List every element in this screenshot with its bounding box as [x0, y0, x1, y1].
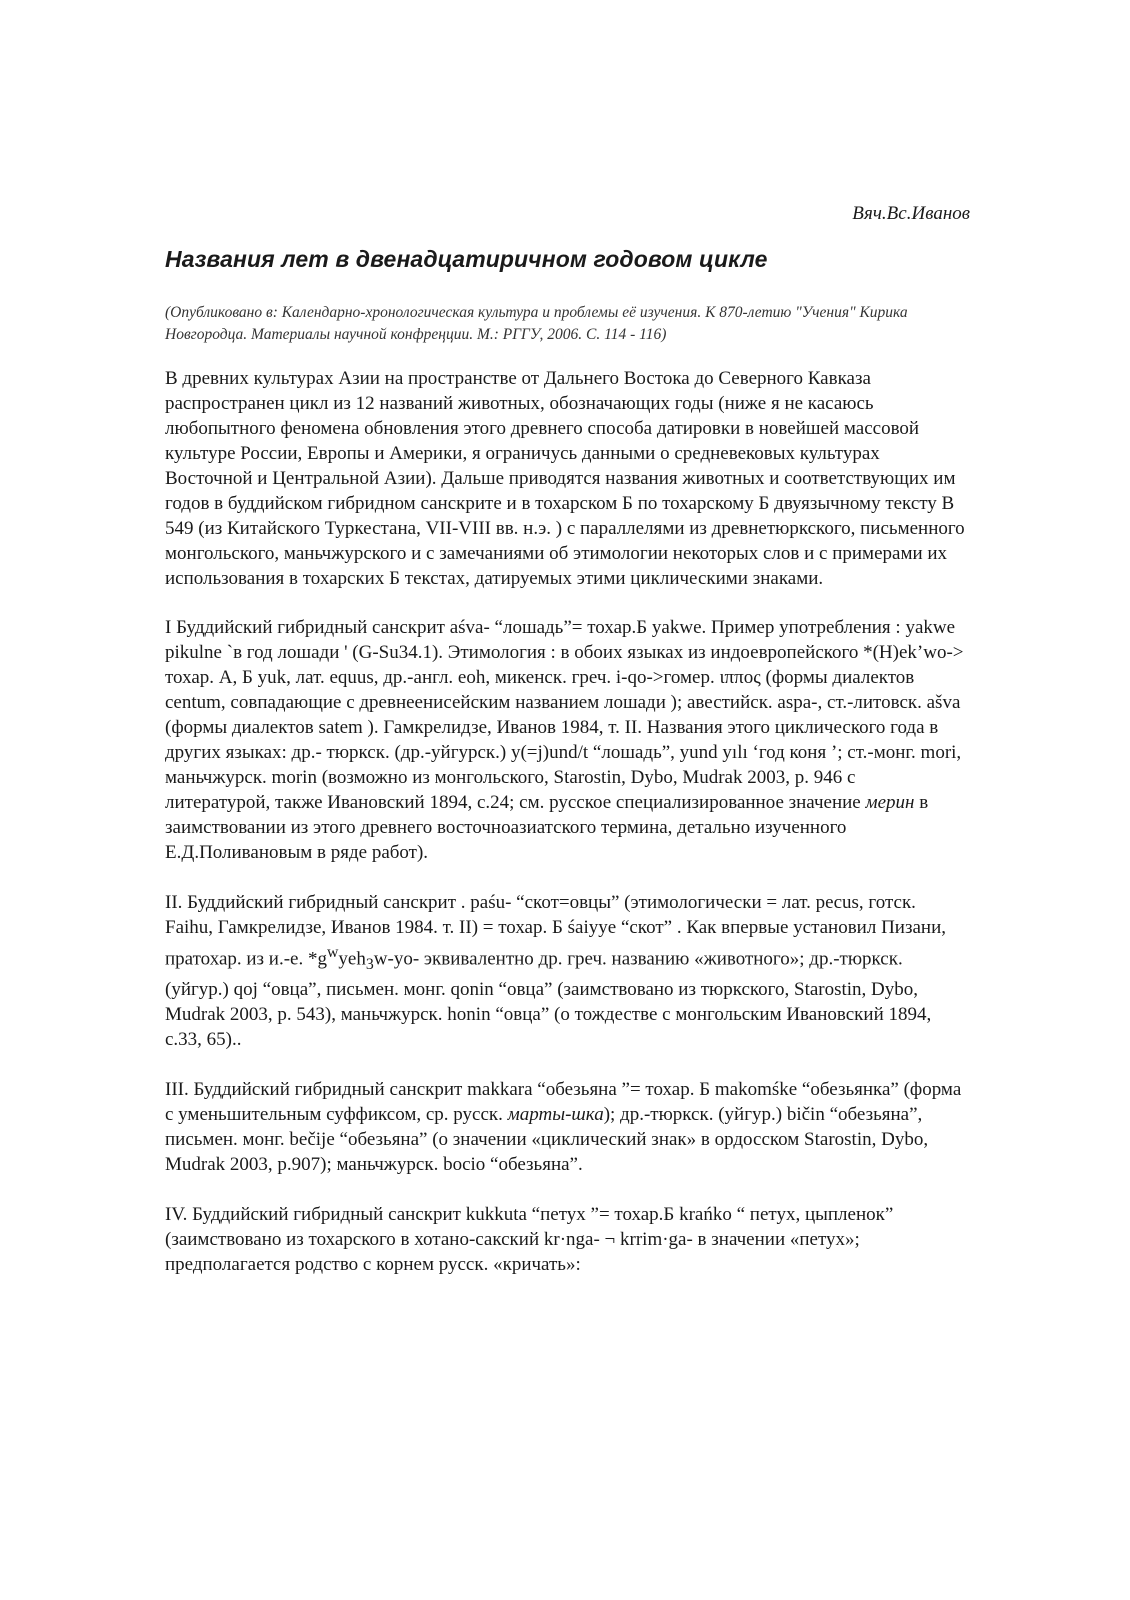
section-2-superscript: w — [326, 944, 339, 961]
document-body — [165, 366, 965, 1302]
section-3-text-b: ); др.-тюркск. (уйгур.) bičin “обезьяна”, письмен. монг. bečije “обезьяна” (о значении «циклический знак» в ордосском Starostin, Dybo, Mudrak 2003, p.907); маньчжурск. bocio “обезьяна”. — [165, 1104, 929, 1176]
section-4-paragraph: IV. Буддийский гибридный санскрит kukkuta “петух ”= тохар.Б krańko “ петух, цыпленок” (заимствовано из тохарского в хотано-сакский kr·nga- ¬ krrim·ga- в значении «петух»; предполагается родство с корнем русск. «кричать»: — [165, 1204, 894, 1276]
intro-paragraph: В древних культурах Азии на пространстве от Дальнего Востока до Северного Кавказа распространен цикл из 12 названий животных, обозначающих годы (ниже я не касаюсь любопытного феномена обновления этого древнего способа датировки в новейшей массовой культуре России, Европы и Америки, я ограничусь данными о средневековых культурах Восточной и Центральной Азии). Дальше приводятся названия животных и соответствующих им годов в буддийском гибридном санскрите и в тохарском Б по тохарскому Б двуязычному тексту В 549 (из Китайского Туркестана, VII-VIII вв. н.э. ) с параллелями из древнетюркского, письменного монгольского, маньчжурского и с замечаниями об этимологии некоторых слов и с примерами их использования в тохарских Б текстах, датируемых этими циклическими знаками. — [165, 368, 965, 589]
section-1-text-b: в заимствовании из этого древнего восточноазиатского термина, детально изученного Е.Д.Поливановым в ряде работ). — [165, 792, 929, 863]
section-2-paragraph — [165, 890, 965, 1052]
section-3-text-a: III. Буддийский гибридный санскрит makkara “обезьяна ”= тохар. Б makomśke “обезьянка” (форма с уменьшительным суффиксом, ср. русск. — [165, 1079, 962, 1126]
section-3-term: марты-шка — [507, 1104, 604, 1126]
section-3-paragraph — [165, 1077, 965, 1177]
section-2-text-c: w-yo- эквивалентно др. греч. названию «животного»; др.-тюркск. (уйгур.) qoj “овца”, письмен. монг. qonin “овца” (заимствовано из тюркского, Starostin, Dybo, Mudrak 2003, p. 543), маньчжурск. honin “овца” (о тождестве с монгольским Ивановский 1894, с.33, 65).. — [165, 948, 932, 1051]
section-1-text-a: I Буддийский гибридный санскрит aśva- “лошадь”= тохар.Б yakwe. Пример употребления : yakwe pikulne `в год лошади ' (G-Su34.1). Этимология : в обоих языках из индоевропейского *(H)ek’wo-> тохар. А, Б yuk, лат. equus, др.-англ. eoh, микенск. греч. i-qo->гомер. ιππος (формы диалектов centum, совпадающие с древнеенисейским названием лошади ); авестийск. aspa-, ст.-литовск. ašva (формы диалектов satem ). Гамкрелидзе, Иванов 1984, т. II. Названия этого циклического года в других языках: др.- тюркск. (др.-уйгурск.) y(=j)und/t “лошадь”, yund yılı ‘год коня ’; ст.-монг. mori, маньчжурск. morin (возможно из монгольского, Starostin, Dybo, Mudrak 2003, p. 946 с литературой, также Ивановский 1894, с.24; см. русское специализированное значение — [165, 617, 964, 813]
publication-note: (Опубликовано в: Календарно-хронологическая культура и проблемы её изучения. К 870-летию "Учения" Кирика Новгородца. Материалы научной конфреңции. М.: РГГУ, 2006. С. 114 - 116) — [165, 304, 908, 343]
document-title: Названия лет в двенадцатиричном годовом цикле — [165, 246, 768, 272]
section-1-paragraph — [165, 615, 965, 865]
author-name: Вяч.Вс.Иванов — [852, 203, 970, 224]
section-2-subscript: 3 — [365, 956, 374, 974]
section-1-term: мерин — [865, 792, 915, 813]
section-2-text-b: yeh — [338, 948, 366, 970]
section-2-text-a: II. Буддийский гибридный санскрит . paśu- “скот=овцы” (этимологически = лат. pecus, готск. Faihu, Гамкрелидзе, Иванов 1984. т. II) = тохар. Б śaiyye “скот” . Как впервые установил Пизани, пратохар. из и.-е. *g — [165, 892, 946, 970]
